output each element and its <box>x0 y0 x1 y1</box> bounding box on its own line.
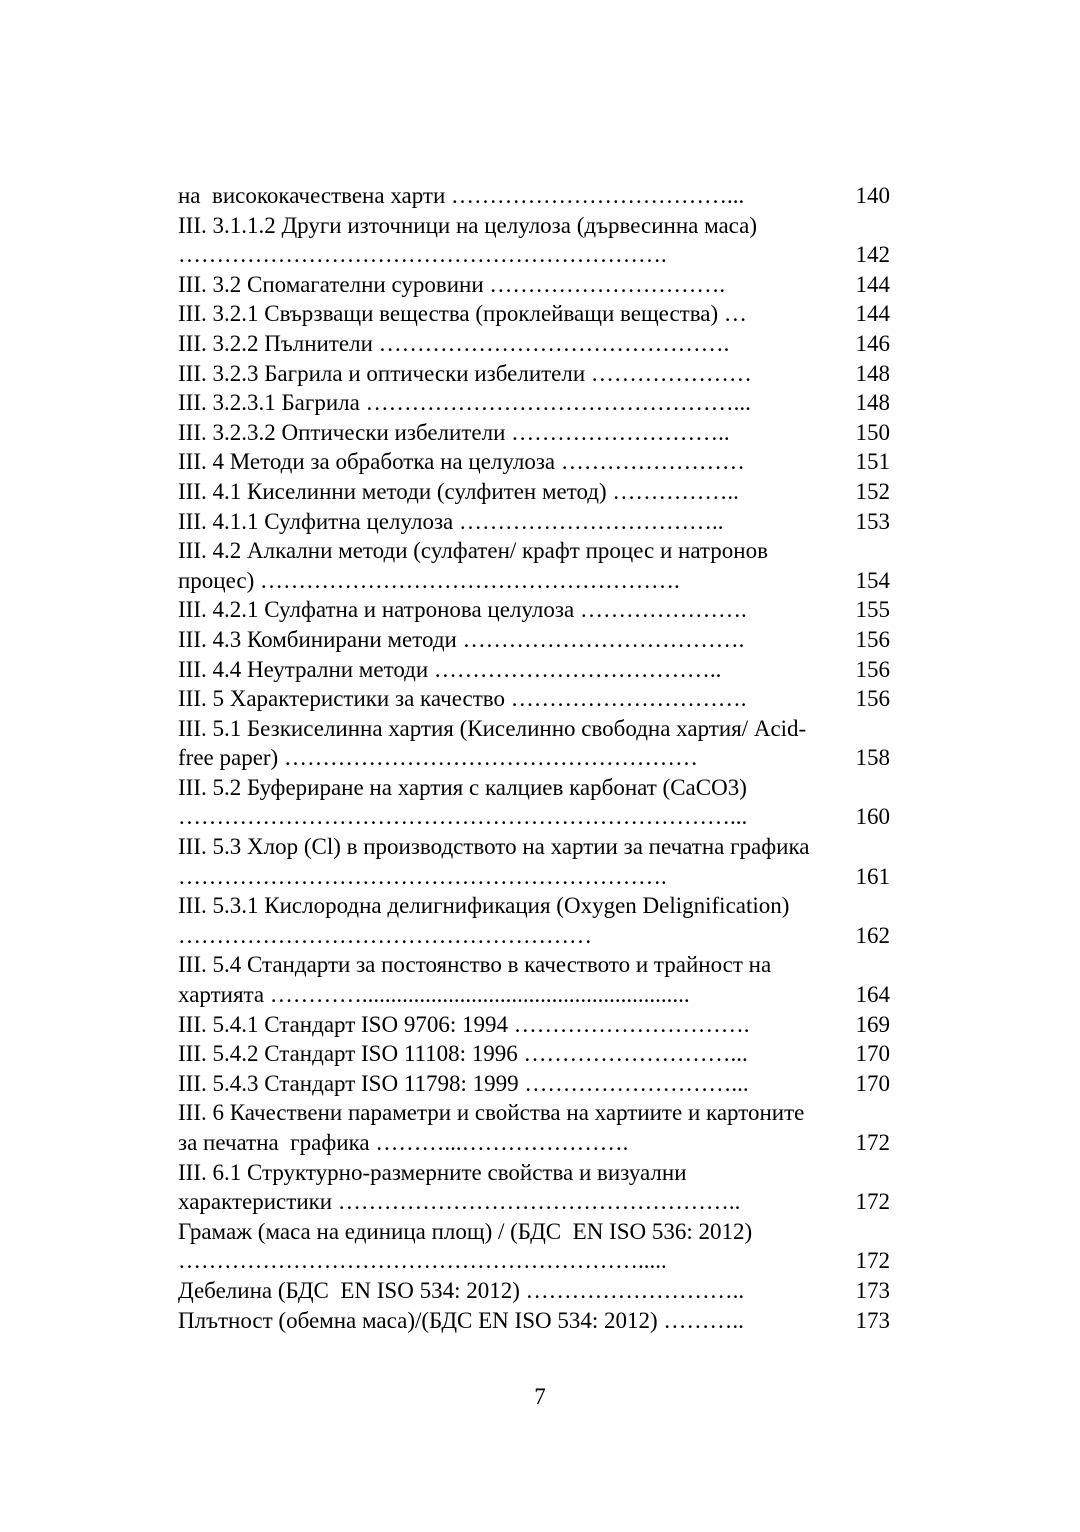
toc-entry-title: на висококачествена харти ………………………………... <box>178 183 745 208</box>
toc-entry-title: III. 4.1 Киселинни методи (сулфитен метод) …………….. <box>178 478 739 504</box>
toc-entry-page: 140 <box>855 183 890 208</box>
toc-entry-title: Грамаж (маса на единица площ) / (БДС EN ISO 536: 2012) ……………………………………………………..... <box>178 1218 758 1274</box>
toc-entry-title: III. 5.4 Стандарти за постоянство в качеството и трайност на хартията …………......................................................... <box>178 952 777 1008</box>
toc-entry-page: 154 <box>855 567 890 593</box>
toc-entry-page: 151 <box>855 449 890 475</box>
toc-entry-title: III. 3.2.2 Пълнители ………………………………………. <box>178 330 730 356</box>
toc-entry-page: 146 <box>855 330 890 356</box>
toc-entry-title: III. 4.2.1 Сулфатна и натронова целулоза …………………. <box>178 597 747 623</box>
toc-entry <box>178 447 890 477</box>
toc-entry-title: Плътност (обемна маса)/(БДС EN ISO 534: 2012) ……….. <box>178 1307 744 1333</box>
toc-entry <box>178 684 890 714</box>
toc-entry-page: 142 <box>855 242 890 268</box>
toc-entry <box>178 329 890 359</box>
toc-entry-page: 144 <box>855 271 890 297</box>
toc-entry-title: III. 4.1.1 Сулфитна целулоза …………………………….. <box>178 508 724 534</box>
toc-entry-page: 148 <box>855 390 890 416</box>
toc-entry-page: 156 <box>855 626 890 652</box>
toc-entry <box>178 950 890 1009</box>
toc-entry-title: Дебелина (БДС EN ISO 534: 2012) ……………………….. <box>178 1277 745 1303</box>
toc-entry <box>178 211 890 270</box>
toc-entry <box>178 773 890 832</box>
toc-entry <box>178 1217 890 1276</box>
toc-entry <box>178 388 890 418</box>
toc-entry <box>178 507 890 537</box>
toc-entry-page: 173 <box>855 1307 890 1333</box>
toc-entry-title: III. 5.3 Хлор (Cl) в производството на хартии за печатна графика ………………………………………………………. <box>178 834 816 889</box>
toc-entry-page: 172 <box>855 1248 890 1274</box>
toc-entry-page: 148 <box>855 360 890 386</box>
toc-entry-page: 162 <box>855 922 890 948</box>
toc-entry-title: III. 4.2 Алкални методи (сулфатен/ крафт процес и натронов процес) ………………………………………………. <box>178 538 774 593</box>
toc-entry-page: 156 <box>855 686 890 712</box>
toc-entry-title: III. 6 Качествени параметри и свойства на хартиите и картоните за печатна графика ………...…………………. <box>178 1100 811 1155</box>
toc-entry <box>178 625 890 655</box>
toc-entry <box>178 359 890 389</box>
toc-entry-title: III. 5.4.2 Стандарт ISO 11108: 1996 ………………………... <box>178 1041 748 1067</box>
table-of-contents <box>178 181 890 1335</box>
toc-entry <box>178 1039 890 1069</box>
toc-entry-title: III. 4 Методи за обработка на целулоза …………………… <box>178 449 745 475</box>
toc-entry-title: III. 5.2 Буфериране на хартия с калциев карбонат (CaCO3) ………………………………………………………………... <box>178 774 753 830</box>
toc-entry-title: III. 5 Характеристики за качество …………………………. <box>178 686 747 712</box>
toc-entry-page: 170 <box>855 1041 890 1067</box>
toc-entry-title: III. 3.2.1 Свързващи вещества (проклейващи вещества) … <box>178 301 747 327</box>
toc-entry-title: III. 6.1 Структурно-размерните свойства и визуални характеристики …………………………………………….. <box>178 1159 741 1215</box>
toc-entry <box>178 891 890 950</box>
toc-entry <box>178 1098 890 1157</box>
toc-entry-page: 156 <box>855 656 890 682</box>
toc-entry-page: 164 <box>855 982 890 1008</box>
toc-entry-page: 160 <box>855 804 890 830</box>
toc-entry <box>178 270 890 300</box>
toc-entry-page: 161 <box>855 863 890 889</box>
toc-entry-title: III. 5.1 Безкиселинна хартия (Киселинно свободна хартия/ Acid-free paper) ……………………………………………… <box>178 715 807 771</box>
toc-entry <box>178 1010 890 1040</box>
toc-entry-title: III. 3.2 Спомагателни суровини …………………………. <box>178 271 726 297</box>
toc-entry-title: III. 3.2.3.2 Оптически избелители ……………………….. <box>178 419 730 445</box>
toc-entry-page: 153 <box>855 508 890 534</box>
toc-entry <box>178 536 890 595</box>
toc-entry-title: III. 4.3 Комбинирани методи ………………………………. <box>178 626 745 652</box>
toc-entry-page: 158 <box>855 745 890 771</box>
toc-entry-page: 169 <box>855 1011 890 1037</box>
toc-entry <box>178 181 890 211</box>
toc-entry-title: III. 5.3.1 Кислородна делигнификация (Oxygen Delignification) ……………………………………………… <box>178 893 796 948</box>
page-number: 7 <box>534 1384 546 1409</box>
toc-entry <box>178 1158 890 1217</box>
toc-entry-page: 150 <box>855 419 890 445</box>
toc-entry-title: III. 3.2.3 Багрила и оптически избелители ………………… <box>178 360 752 386</box>
toc-entry <box>178 595 890 625</box>
toc-entry <box>178 714 890 773</box>
toc-entry <box>178 1069 890 1099</box>
toc-entry-page: 172 <box>855 1130 890 1155</box>
toc-entry-title: III. 3.1.1.2 Други източници на целулоза (дървесинна маса) ………………………………………………………. <box>178 212 763 268</box>
toc-entry-page: 172 <box>855 1189 890 1215</box>
toc-entry-page: 173 <box>855 1277 890 1303</box>
toc-entry <box>178 1306 890 1336</box>
toc-entry-page: 155 <box>855 597 890 623</box>
toc-entry <box>178 418 890 448</box>
toc-entry <box>178 655 890 685</box>
toc-entry-page: 144 <box>855 301 890 327</box>
toc-entry-title: III. 5.4.1 Стандарт ISO 9706: 1994 …………………………. <box>178 1011 750 1037</box>
toc-entry-title: III. 4.4 Неутрални методи ……………………………….. <box>178 656 722 682</box>
toc-entry-title: III. 5.4.3 Стандарт ISO 11798: 1999 ………………………... <box>178 1070 749 1096</box>
toc-entry <box>178 477 890 507</box>
toc-entry <box>178 299 890 329</box>
toc-entry <box>178 832 890 891</box>
toc-entry-page: 170 <box>855 1070 890 1096</box>
toc-entry-title: III. 3.2.3.1 Багрила …………………………………………... <box>178 390 751 416</box>
toc-entry-page: 152 <box>855 478 890 504</box>
toc-entry <box>178 1276 890 1306</box>
